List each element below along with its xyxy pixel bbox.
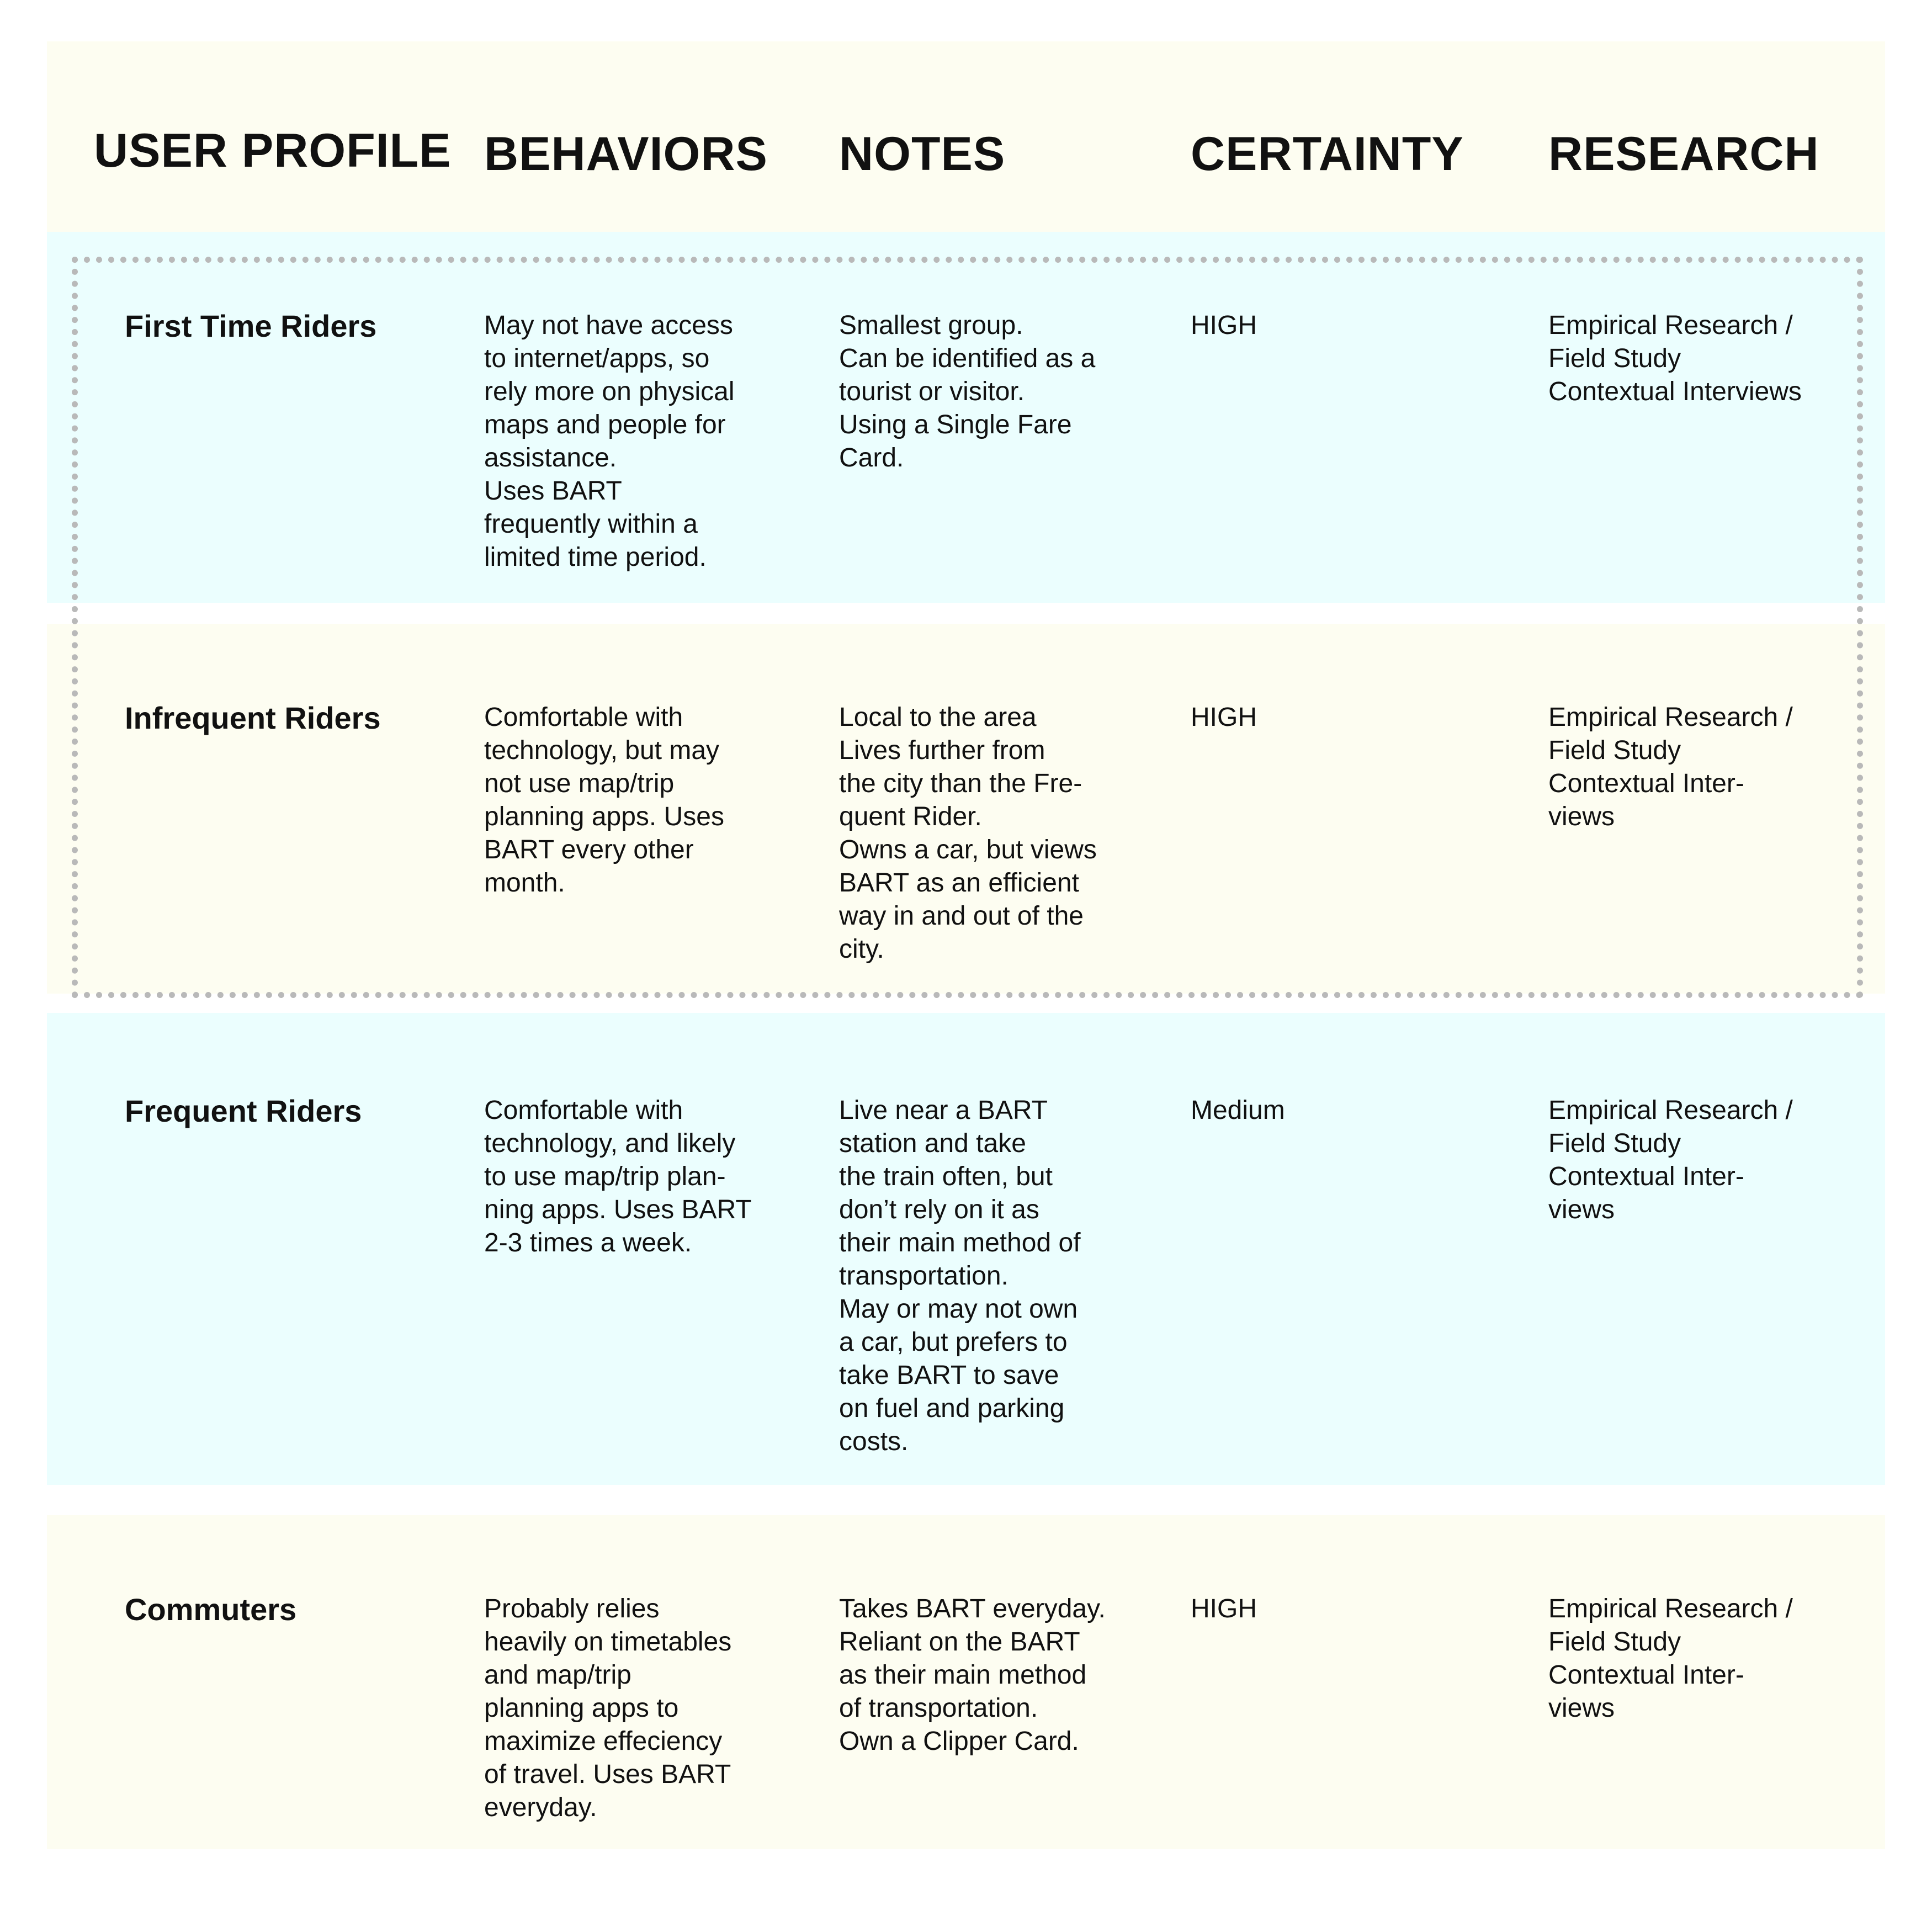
row-profile-commuters: Commuters <box>125 1592 297 1627</box>
row-notes-frequent-riders: Live near a BART station and take the train often, but don’t rely on it as their main method of transportation. May or may not own a car, but prefers to take BART to save on fuel and parking costs. <box>839 1096 1081 1456</box>
row-behaviors-first-time-riders: May not have access to internet/apps, so rely more on physical maps and people for assistance. Uses BART frequently within a limited time period. <box>484 311 735 572</box>
row-notes-commuters: Takes BART everyday. Reliant on the BART as their main method of transportation. Own a Clipper Card. <box>839 1594 1106 1756</box>
row-research-first-time-riders: Empirical Research / Field Study Contextual Interviews <box>1548 311 1802 406</box>
row-certainty-infrequent-riders: HIGH <box>1191 703 1257 732</box>
row-certainty-frequent-riders: Medium <box>1191 1096 1285 1125</box>
header-notes: NOTES <box>839 128 1006 181</box>
row-research-commuters: Empirical Research / Field Study Contextual Inter- views <box>1548 1594 1793 1723</box>
row-profile-first-time-riders: First Time Riders <box>125 309 377 343</box>
row-behaviors-frequent-riders: Comfortable with technology, and likely to use map/trip plan- ning apps. Uses BART 2-3 times a week. <box>484 1096 752 1257</box>
row-research-frequent-riders: Empirical Research / Field Study Contextual Inter- views <box>1548 1096 1793 1224</box>
row-profile-infrequent-riders: Infrequent Riders <box>125 700 381 735</box>
header-certainty: CERTAINTY <box>1191 128 1464 181</box>
header-user-profile: USER PROFILE <box>94 124 452 177</box>
row-behaviors-infrequent-riders: Comfortable with technology, but may not use map/trip planning apps. Uses BART every other month. <box>484 703 724 898</box>
row-certainty-commuters: HIGH <box>1191 1594 1257 1623</box>
header-research: RESEARCH <box>1548 128 1819 181</box>
row-research-infrequent-riders: Empirical Research / Field Study Contextual Inter- views <box>1548 703 1793 831</box>
row-certainty-first-time-riders: HIGH <box>1191 311 1257 340</box>
header-behaviors: BEHAVIORS <box>484 128 768 181</box>
row-behaviors-commuters: Probably relies heavily on timetables and map/trip planning apps to maximize effeciency of travel. Uses BART everyday. <box>484 1594 732 1822</box>
row-notes-infrequent-riders: Local to the area Lives further from the city than the Fre- quent Rider. Owns a car, but views BART as an efficient way in and out of the city. <box>839 703 1097 964</box>
row-notes-first-time-riders: Smallest group. Can be identified as a tourist or visitor. Using a Single Fare Card. <box>839 311 1096 473</box>
row-profile-frequent-riders: Frequent Riders <box>125 1094 362 1128</box>
